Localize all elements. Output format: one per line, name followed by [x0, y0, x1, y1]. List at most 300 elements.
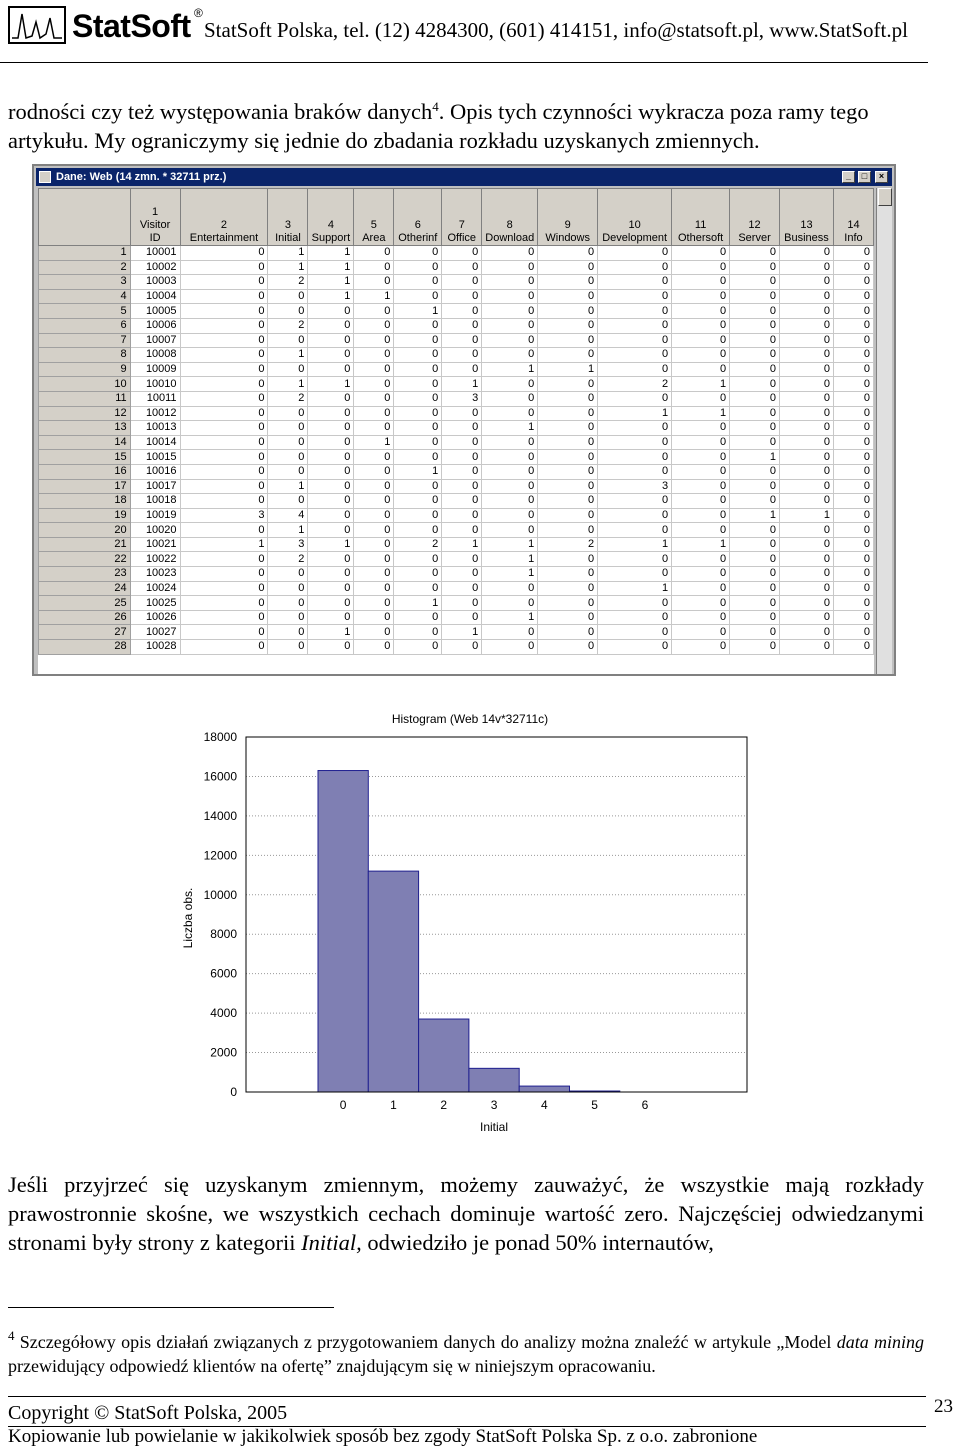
table-cell[interactable]: 3 — [598, 479, 672, 494]
table-cell[interactable]: 0 — [672, 552, 730, 567]
table-cell[interactable]: 2 — [598, 377, 672, 392]
table-cell[interactable]: 0 — [598, 333, 672, 348]
table-cell[interactable]: 0 — [268, 421, 308, 436]
table-cell[interactable]: 0 — [354, 581, 394, 596]
table-cell[interactable]: 0 — [833, 391, 873, 406]
table-cell[interactable]: 0 — [598, 391, 672, 406]
table-cell[interactable]: 0 — [394, 450, 442, 465]
maximize-icon[interactable]: □ — [858, 171, 871, 183]
table-cell[interactable]: 10020 — [130, 523, 180, 538]
table-cell[interactable]: 0 — [354, 348, 394, 363]
table-cell[interactable]: 0 — [354, 567, 394, 582]
table-cell[interactable]: 0 — [672, 362, 730, 377]
table-cell[interactable]: 0 — [394, 508, 442, 523]
table-cell[interactable]: 0 — [833, 552, 873, 567]
table-cell[interactable]: 0 — [780, 246, 834, 261]
table-cell[interactable]: 0 — [268, 494, 308, 509]
table-cell[interactable]: 0 — [780, 348, 834, 363]
table-cell[interactable]: 0 — [538, 596, 598, 611]
table-cell[interactable]: 0 — [672, 275, 730, 290]
table-cell[interactable]: 0 — [482, 260, 538, 275]
table-cell[interactable]: 0 — [180, 625, 268, 640]
table-cell[interactable]: 0 — [482, 508, 538, 523]
table-cell[interactable]: 10025 — [130, 596, 180, 611]
table-cell[interactable]: 1 — [308, 275, 354, 290]
table-cell[interactable]: 1 — [354, 435, 394, 450]
row-number[interactable]: 1 — [39, 246, 131, 261]
table-cell[interactable]: 3 — [180, 508, 268, 523]
row-number[interactable]: 25 — [39, 596, 131, 611]
table-cell[interactable]: 0 — [538, 304, 598, 319]
table-cell[interactable]: 0 — [394, 552, 442, 567]
table-cell[interactable]: 0 — [672, 289, 730, 304]
data-grid[interactable] — [38, 188, 874, 674]
table-cell[interactable]: 0 — [538, 552, 598, 567]
table-cell[interactable]: 1 — [672, 537, 730, 552]
table-cell[interactable]: 0 — [482, 450, 538, 465]
table-cell[interactable]: 0 — [672, 435, 730, 450]
row-number[interactable]: 12 — [39, 406, 131, 421]
table-cell[interactable]: 0 — [598, 304, 672, 319]
table-cell[interactable]: 0 — [180, 450, 268, 465]
table-cell[interactable]: 0 — [672, 610, 730, 625]
row-number[interactable]: 2 — [39, 260, 131, 275]
table-cell[interactable]: 0 — [833, 289, 873, 304]
table-cell[interactable]: 4 — [268, 508, 308, 523]
corner-cell[interactable] — [39, 189, 131, 246]
column-header[interactable] — [833, 189, 873, 246]
table-cell[interactable]: 0 — [538, 318, 598, 333]
table-cell[interactable]: 0 — [354, 377, 394, 392]
table-cell[interactable]: 0 — [780, 494, 834, 509]
table-cell[interactable]: 2 — [268, 318, 308, 333]
table-cell[interactable]: 0 — [538, 494, 598, 509]
table-cell[interactable]: 0 — [268, 406, 308, 421]
table-cell[interactable]: 1 — [598, 406, 672, 421]
table-cell[interactable]: 10001 — [130, 246, 180, 261]
table-cell[interactable]: 0 — [730, 523, 780, 538]
column-header[interactable] — [308, 189, 354, 246]
table-cell[interactable]: 0 — [268, 289, 308, 304]
column-header[interactable] — [394, 189, 442, 246]
table-cell[interactable]: 1 — [308, 537, 354, 552]
table-cell[interactable]: 10002 — [130, 260, 180, 275]
table-cell[interactable]: 0 — [538, 450, 598, 465]
table-cell[interactable]: 0 — [308, 391, 354, 406]
table-cell[interactable]: 10017 — [130, 479, 180, 494]
table-cell[interactable]: 0 — [833, 377, 873, 392]
table-cell[interactable]: 0 — [538, 610, 598, 625]
table-cell[interactable]: 0 — [833, 581, 873, 596]
table-cell[interactable]: 0 — [538, 333, 598, 348]
table-cell[interactable]: 0 — [780, 581, 834, 596]
table-cell[interactable]: 0 — [308, 494, 354, 509]
table-cell[interactable]: 1 — [482, 610, 538, 625]
table-cell[interactable]: 1 — [442, 537, 482, 552]
column-header[interactable] — [268, 189, 308, 246]
table-cell[interactable]: 0 — [442, 421, 482, 436]
vertical-scrollbar[interactable] — [876, 188, 892, 674]
row-number[interactable]: 28 — [39, 640, 131, 655]
table-cell[interactable]: 0 — [780, 362, 834, 377]
table-cell[interactable]: 1 — [268, 479, 308, 494]
table-cell[interactable]: 0 — [268, 304, 308, 319]
table-cell[interactable]: 0 — [833, 246, 873, 261]
table-cell[interactable]: 0 — [354, 508, 394, 523]
table-cell[interactable]: 0 — [730, 421, 780, 436]
table-cell[interactable]: 0 — [354, 421, 394, 436]
table-cell[interactable]: 0 — [730, 537, 780, 552]
table-cell[interactable]: 0 — [730, 377, 780, 392]
table-cell[interactable]: 0 — [780, 464, 834, 479]
table-cell[interactable]: 0 — [598, 275, 672, 290]
table-cell[interactable]: 0 — [442, 246, 482, 261]
table-cell[interactable]: 0 — [180, 435, 268, 450]
row-number[interactable]: 24 — [39, 581, 131, 596]
table-cell[interactable]: 1 — [394, 304, 442, 319]
table-cell[interactable]: 1 — [394, 464, 442, 479]
table-cell[interactable]: 0 — [482, 246, 538, 261]
table-cell[interactable]: 0 — [442, 348, 482, 363]
table-cell[interactable]: 0 — [538, 523, 598, 538]
table-cell[interactable]: 0 — [354, 275, 394, 290]
table-cell[interactable]: 0 — [780, 479, 834, 494]
table-cell[interactable]: 0 — [308, 333, 354, 348]
table-cell[interactable]: 0 — [672, 625, 730, 640]
table-cell[interactable]: 0 — [308, 450, 354, 465]
table-cell[interactable]: 0 — [482, 435, 538, 450]
table-cell[interactable]: 1 — [482, 362, 538, 377]
table-cell[interactable]: 1 — [730, 508, 780, 523]
table-cell[interactable]: 10023 — [130, 567, 180, 582]
table-cell[interactable]: 0 — [180, 421, 268, 436]
table-cell[interactable]: 0 — [482, 318, 538, 333]
table-cell[interactable]: 0 — [180, 494, 268, 509]
table-cell[interactable]: 0 — [482, 494, 538, 509]
table-cell[interactable]: 0 — [780, 333, 834, 348]
table-cell[interactable]: 0 — [780, 304, 834, 319]
table-cell[interactable]: 0 — [394, 523, 442, 538]
table-cell[interactable]: 1 — [672, 406, 730, 421]
table-cell[interactable]: 0 — [308, 567, 354, 582]
table-cell[interactable]: 10027 — [130, 625, 180, 640]
table-cell[interactable]: 0 — [598, 289, 672, 304]
table-cell[interactable]: 0 — [538, 508, 598, 523]
row-number[interactable]: 9 — [39, 362, 131, 377]
table-cell[interactable]: 0 — [180, 406, 268, 421]
table-cell[interactable]: 0 — [538, 567, 598, 582]
table-cell[interactable]: 0 — [394, 362, 442, 377]
table-cell[interactable]: 0 — [730, 246, 780, 261]
row-number[interactable]: 26 — [39, 610, 131, 625]
table-cell[interactable]: 0 — [442, 494, 482, 509]
row-number[interactable]: 13 — [39, 421, 131, 436]
table-cell[interactable]: 0 — [308, 421, 354, 436]
table-cell[interactable]: 0 — [482, 596, 538, 611]
table-cell[interactable]: 0 — [442, 581, 482, 596]
table-cell[interactable]: 1 — [598, 581, 672, 596]
table-cell[interactable]: 0 — [268, 464, 308, 479]
table-cell[interactable]: 0 — [180, 289, 268, 304]
table-cell[interactable]: 1 — [780, 508, 834, 523]
table-cell[interactable]: 0 — [442, 275, 482, 290]
table-cell[interactable]: 0 — [442, 435, 482, 450]
table-cell[interactable]: 0 — [780, 406, 834, 421]
table-cell[interactable]: 0 — [482, 479, 538, 494]
table-cell[interactable]: 10021 — [130, 537, 180, 552]
column-header[interactable] — [672, 189, 730, 246]
table-cell[interactable]: 0 — [442, 289, 482, 304]
table-cell[interactable]: 0 — [538, 479, 598, 494]
table-cell[interactable]: 0 — [394, 479, 442, 494]
table-cell[interactable]: 0 — [180, 362, 268, 377]
table-cell[interactable]: 2 — [394, 537, 442, 552]
table-cell[interactable]: 0 — [482, 581, 538, 596]
table-cell[interactable]: 10008 — [130, 348, 180, 363]
table-cell[interactable]: 0 — [780, 523, 834, 538]
table-cell[interactable]: 0 — [538, 406, 598, 421]
table-cell[interactable]: 0 — [780, 567, 834, 582]
table-cell[interactable]: 0 — [730, 625, 780, 640]
table-cell[interactable]: 0 — [538, 625, 598, 640]
table-cell[interactable]: 0 — [780, 421, 834, 436]
table-cell[interactable]: 0 — [780, 450, 834, 465]
table-cell[interactable]: 0 — [833, 421, 873, 436]
table-cell[interactable]: 0 — [538, 435, 598, 450]
table-cell[interactable]: 1 — [442, 377, 482, 392]
table-cell[interactable]: 0 — [308, 435, 354, 450]
table-cell[interactable]: 0 — [180, 610, 268, 625]
table-cell[interactable]: 1 — [268, 523, 308, 538]
table-cell[interactable]: 1 — [308, 289, 354, 304]
table-cell[interactable]: 10011 — [130, 391, 180, 406]
table-cell[interactable]: 10012 — [130, 406, 180, 421]
table-cell[interactable]: 10018 — [130, 494, 180, 509]
table-cell[interactable]: 0 — [394, 494, 442, 509]
table-cell[interactable]: 0 — [180, 246, 268, 261]
table-cell[interactable]: 1 — [308, 246, 354, 261]
table-cell[interactable]: 0 — [482, 625, 538, 640]
column-header[interactable] — [442, 189, 482, 246]
table-cell[interactable]: 0 — [672, 304, 730, 319]
table-cell[interactable]: 0 — [538, 246, 598, 261]
table-cell[interactable]: 0 — [780, 435, 834, 450]
row-number[interactable]: 8 — [39, 348, 131, 363]
table-cell[interactable]: 0 — [180, 348, 268, 363]
table-cell[interactable]: 0 — [672, 421, 730, 436]
table-cell[interactable]: 0 — [354, 610, 394, 625]
table-cell[interactable]: 0 — [730, 304, 780, 319]
table-cell[interactable]: 0 — [730, 640, 780, 655]
table-cell[interactable]: 0 — [354, 464, 394, 479]
column-header[interactable] — [130, 189, 180, 246]
row-number[interactable]: 18 — [39, 494, 131, 509]
table-cell[interactable]: 0 — [394, 567, 442, 582]
table-cell[interactable]: 0 — [780, 640, 834, 655]
row-number[interactable]: 5 — [39, 304, 131, 319]
table-cell[interactable]: 1 — [394, 596, 442, 611]
column-header[interactable] — [780, 189, 834, 246]
table-cell[interactable]: 0 — [780, 552, 834, 567]
table-cell[interactable]: 0 — [394, 348, 442, 363]
table-cell[interactable]: 0 — [442, 596, 482, 611]
row-number[interactable]: 23 — [39, 567, 131, 582]
table-cell[interactable]: 0 — [780, 625, 834, 640]
table-cell[interactable]: 0 — [354, 450, 394, 465]
table-cell[interactable]: 1 — [730, 450, 780, 465]
table-cell[interactable]: 10010 — [130, 377, 180, 392]
table-cell[interactable]: 0 — [308, 406, 354, 421]
table-cell[interactable]: 0 — [180, 479, 268, 494]
table-cell[interactable]: 0 — [482, 333, 538, 348]
table-cell[interactable]: 1 — [354, 289, 394, 304]
table-cell[interactable]: 0 — [672, 348, 730, 363]
table-cell[interactable]: 10015 — [130, 450, 180, 465]
table-cell[interactable]: 0 — [672, 391, 730, 406]
table-cell[interactable]: 0 — [833, 610, 873, 625]
table-cell[interactable]: 0 — [780, 391, 834, 406]
table-cell[interactable]: 0 — [180, 464, 268, 479]
row-number[interactable]: 27 — [39, 625, 131, 640]
table-cell[interactable]: 0 — [394, 391, 442, 406]
table-cell[interactable]: 0 — [598, 362, 672, 377]
table-cell[interactable]: 0 — [442, 610, 482, 625]
table-cell[interactable]: 0 — [354, 596, 394, 611]
table-cell[interactable]: 0 — [394, 640, 442, 655]
table-cell[interactable]: 0 — [598, 596, 672, 611]
table-cell[interactable]: 1 — [268, 348, 308, 363]
table-cell[interactable]: 10006 — [130, 318, 180, 333]
table-cell[interactable]: 0 — [308, 610, 354, 625]
table-cell[interactable]: 0 — [672, 333, 730, 348]
table-cell[interactable]: 0 — [833, 348, 873, 363]
table-cell[interactable]: 10019 — [130, 508, 180, 523]
column-header[interactable] — [730, 189, 780, 246]
table-cell[interactable]: 0 — [672, 260, 730, 275]
table-cell[interactable]: 0 — [354, 304, 394, 319]
table-cell[interactable]: 0 — [354, 625, 394, 640]
table-cell[interactable]: 0 — [598, 640, 672, 655]
table-cell[interactable]: 1 — [598, 537, 672, 552]
row-number[interactable]: 4 — [39, 289, 131, 304]
table-cell[interactable]: 0 — [598, 523, 672, 538]
table-cell[interactable]: 0 — [672, 581, 730, 596]
table-cell[interactable]: 0 — [442, 567, 482, 582]
table-cell[interactable]: 0 — [833, 523, 873, 538]
table-cell[interactable]: 0 — [672, 523, 730, 538]
table-cell[interactable]: 0 — [598, 435, 672, 450]
table-cell[interactable]: 0 — [598, 610, 672, 625]
table-cell[interactable]: 0 — [780, 610, 834, 625]
table-cell[interactable]: 1 — [482, 552, 538, 567]
table-cell[interactable]: 1 — [268, 260, 308, 275]
table-cell[interactable]: 0 — [268, 640, 308, 655]
table-cell[interactable]: 0 — [268, 333, 308, 348]
table-cell[interactable]: 1 — [442, 625, 482, 640]
table-cell[interactable]: 0 — [442, 406, 482, 421]
table-cell[interactable]: 0 — [354, 391, 394, 406]
table-cell[interactable]: 0 — [180, 391, 268, 406]
table-cell[interactable]: 0 — [730, 289, 780, 304]
table-cell[interactable]: 0 — [394, 260, 442, 275]
table-cell[interactable]: 0 — [394, 421, 442, 436]
table-cell[interactable]: 0 — [180, 333, 268, 348]
table-cell[interactable]: 10004 — [130, 289, 180, 304]
table-cell[interactable]: 0 — [394, 333, 442, 348]
table-cell[interactable]: 0 — [442, 362, 482, 377]
table-cell[interactable]: 0 — [442, 318, 482, 333]
table-cell[interactable]: 0 — [482, 464, 538, 479]
table-cell[interactable]: 1 — [308, 625, 354, 640]
table-cell[interactable]: 1 — [672, 377, 730, 392]
table-cell[interactable]: 0 — [598, 246, 672, 261]
table-cell[interactable]: 0 — [780, 289, 834, 304]
table-cell[interactable]: 10003 — [130, 275, 180, 290]
table-cell[interactable]: 0 — [482, 377, 538, 392]
table-cell[interactable]: 0 — [780, 318, 834, 333]
table-cell[interactable]: 0 — [780, 275, 834, 290]
table-cell[interactable]: 0 — [482, 304, 538, 319]
table-cell[interactable]: 0 — [268, 450, 308, 465]
table-cell[interactable]: 0 — [482, 640, 538, 655]
table-cell[interactable]: 0 — [833, 625, 873, 640]
minimize-icon[interactable]: _ — [842, 171, 855, 183]
column-header[interactable] — [482, 189, 538, 246]
row-number[interactable]: 14 — [39, 435, 131, 450]
table-cell[interactable]: 0 — [672, 567, 730, 582]
table-cell[interactable]: 0 — [538, 275, 598, 290]
table-cell[interactable]: 0 — [730, 362, 780, 377]
table-cell[interactable]: 0 — [730, 406, 780, 421]
table-cell[interactable]: 0 — [833, 450, 873, 465]
table-cell[interactable]: 0 — [730, 596, 780, 611]
table-cell[interactable]: 1 — [538, 362, 598, 377]
table-cell[interactable]: 0 — [180, 318, 268, 333]
row-number[interactable]: 15 — [39, 450, 131, 465]
table-cell[interactable]: 0 — [730, 318, 780, 333]
table-cell[interactable]: 0 — [730, 348, 780, 363]
table-cell[interactable]: 0 — [730, 435, 780, 450]
table-cell[interactable]: 1 — [482, 537, 538, 552]
table-cell[interactable]: 0 — [268, 596, 308, 611]
table-cell[interactable]: 0 — [780, 377, 834, 392]
table-cell[interactable]: 0 — [538, 581, 598, 596]
column-header[interactable] — [598, 189, 672, 246]
table-cell[interactable]: 0 — [308, 348, 354, 363]
table-cell[interactable]: 0 — [833, 333, 873, 348]
table-cell[interactable]: 0 — [308, 508, 354, 523]
table-cell[interactable]: 1 — [482, 567, 538, 582]
table-cell[interactable]: 0 — [780, 537, 834, 552]
table-cell[interactable]: 0 — [308, 479, 354, 494]
table-cell[interactable]: 0 — [730, 391, 780, 406]
table-cell[interactable]: 0 — [180, 260, 268, 275]
table-cell[interactable]: 3 — [268, 537, 308, 552]
table-cell[interactable]: 0 — [833, 508, 873, 523]
table-cell[interactable]: 0 — [833, 304, 873, 319]
table-cell[interactable]: 0 — [730, 260, 780, 275]
table-cell[interactable]: 0 — [538, 391, 598, 406]
table-cell[interactable]: 0 — [730, 333, 780, 348]
table-cell[interactable]: 0 — [354, 479, 394, 494]
table-cell[interactable]: 0 — [730, 552, 780, 567]
row-number[interactable]: 16 — [39, 464, 131, 479]
table-cell[interactable]: 0 — [598, 625, 672, 640]
row-number[interactable]: 10 — [39, 377, 131, 392]
table-cell[interactable]: 0 — [308, 640, 354, 655]
table-cell[interactable]: 0 — [598, 450, 672, 465]
table-cell[interactable]: 0 — [598, 421, 672, 436]
